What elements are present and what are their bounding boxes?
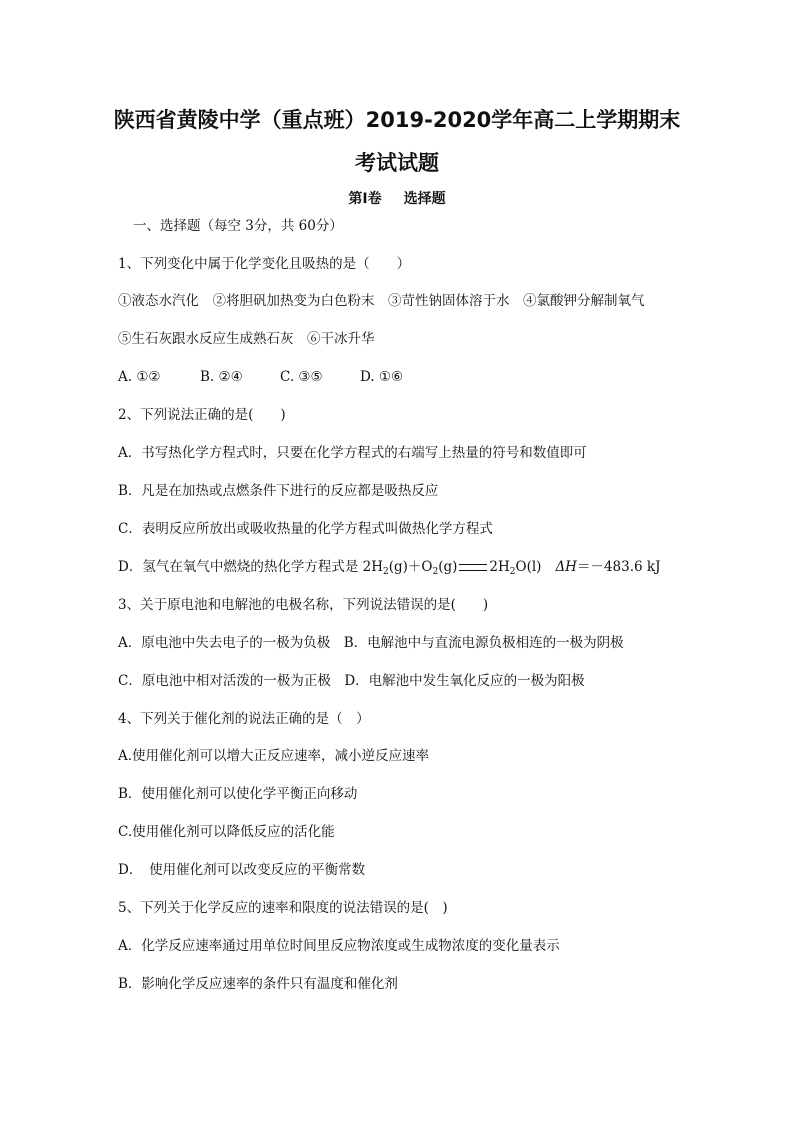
equation-equals-sign xyxy=(459,564,487,571)
question-1-option-c: C. ③⑤ xyxy=(280,369,323,385)
equation-h2o-coefficient: 2H xyxy=(489,559,510,575)
question-2-stem: 2、下列说法正确的是( ) xyxy=(118,407,286,423)
exam-title-line-2: 考试试题 xyxy=(355,151,439,175)
question-2-option-b: B．凡是在加热或点燃条件下进行的反应都是吸热反应 xyxy=(118,483,439,499)
question-4-option-b: B．使用催化剂可以使化学平衡正向移动 xyxy=(118,786,358,802)
question-2-option-c: C．表明反应所放出或吸收热量的化学方程式叫做热化学方程式 xyxy=(118,521,493,537)
volume-label: 第Ⅰ卷 xyxy=(348,191,382,207)
question-4-stem: 4、下列关于催化剂的说法正确的是（ ） xyxy=(118,711,370,727)
question-1-option-b: B. ②④ xyxy=(200,369,243,385)
question-2-option-d xyxy=(118,557,661,577)
equation-h2o-state: O(l) xyxy=(515,559,542,575)
volume-name: 选择题 xyxy=(403,191,446,207)
question-5-option-b: B．影响化学反应速率的条件只有温度和催化剂 xyxy=(118,976,398,992)
equation-h2-state-plus-o: (g)＋O xyxy=(388,559,433,575)
equation-o2-state: (g) xyxy=(438,559,458,575)
section-heading: 一、选择题（每空 3分，共 60分） xyxy=(133,218,343,234)
question-3-options-line-1: A．原电池中失去电子的一极为负极 B．电解池中与直流电源负极相连的一极为阴极 xyxy=(118,635,624,651)
question-4-option-a: A.使用催化剂可以增大正反应速率，减小逆反应速率 xyxy=(118,748,430,764)
question-3-options-line-2: C．原电池中相对活泼的一极为正极 D．电解池中发生氧化反应的一极为阳极 xyxy=(118,673,585,689)
question-5-option-a: A．化学反应速率通过用单位时间里反应物浓度或生成物浓度的变化量表示 xyxy=(118,938,560,954)
question-1-items-line-1: ①液态水汽化 ②将胆矾加热变为白色粉末 ③苛性钠固体溶于水 ④氯酸钾分解制氧气 xyxy=(118,293,645,309)
question-5-stem: 5、下列关于化学反应的速率和限度的说法错误的是( ) xyxy=(118,900,448,916)
equation-h2o-subscript: 2 xyxy=(509,567,516,577)
question-1-items-line-2: ⑤生石灰跟水反应生成熟石灰 ⑥干冰升华 xyxy=(118,331,375,347)
equation-h2-subscript: 2 xyxy=(383,567,389,577)
equation-h2-coefficient: 2H xyxy=(362,559,383,575)
question-2-option-a: A．书写热化学方程式时，只要在化学方程式的右端写上热量的符号和数值即可 xyxy=(118,445,587,461)
enthalpy-symbol: ΔH xyxy=(555,559,577,575)
equation-o2-subscript: 2 xyxy=(432,567,439,577)
exam-title-line-1: 陕西省黄陵中学（重点班）2019-2020学年高二上学期期末 xyxy=(113,108,681,132)
question-3-stem: 3、关于原电池和电解池的电极名称，下列说法错误的是( ) xyxy=(118,597,489,613)
question-4-option-d: D． 使用催化剂可以改变反应的平衡常数 xyxy=(118,862,366,878)
question-2-option-d-text: D．氢气在氧气中燃烧的热化学方程式是 xyxy=(118,559,363,575)
question-1-options xyxy=(118,367,403,387)
question-1-option-a: A. ①② xyxy=(118,369,161,385)
question-1-stem: 1、下列变化中属于化学变化且吸热的是（ ） xyxy=(118,256,411,272)
question-4-option-c: C.使用催化剂可以降低反应的活化能 xyxy=(118,824,335,840)
volume-heading xyxy=(0,188,794,208)
question-1-option-d: D. ①⑥ xyxy=(360,369,404,385)
enthalpy-value: ＝－483.6 kJ xyxy=(576,559,661,575)
